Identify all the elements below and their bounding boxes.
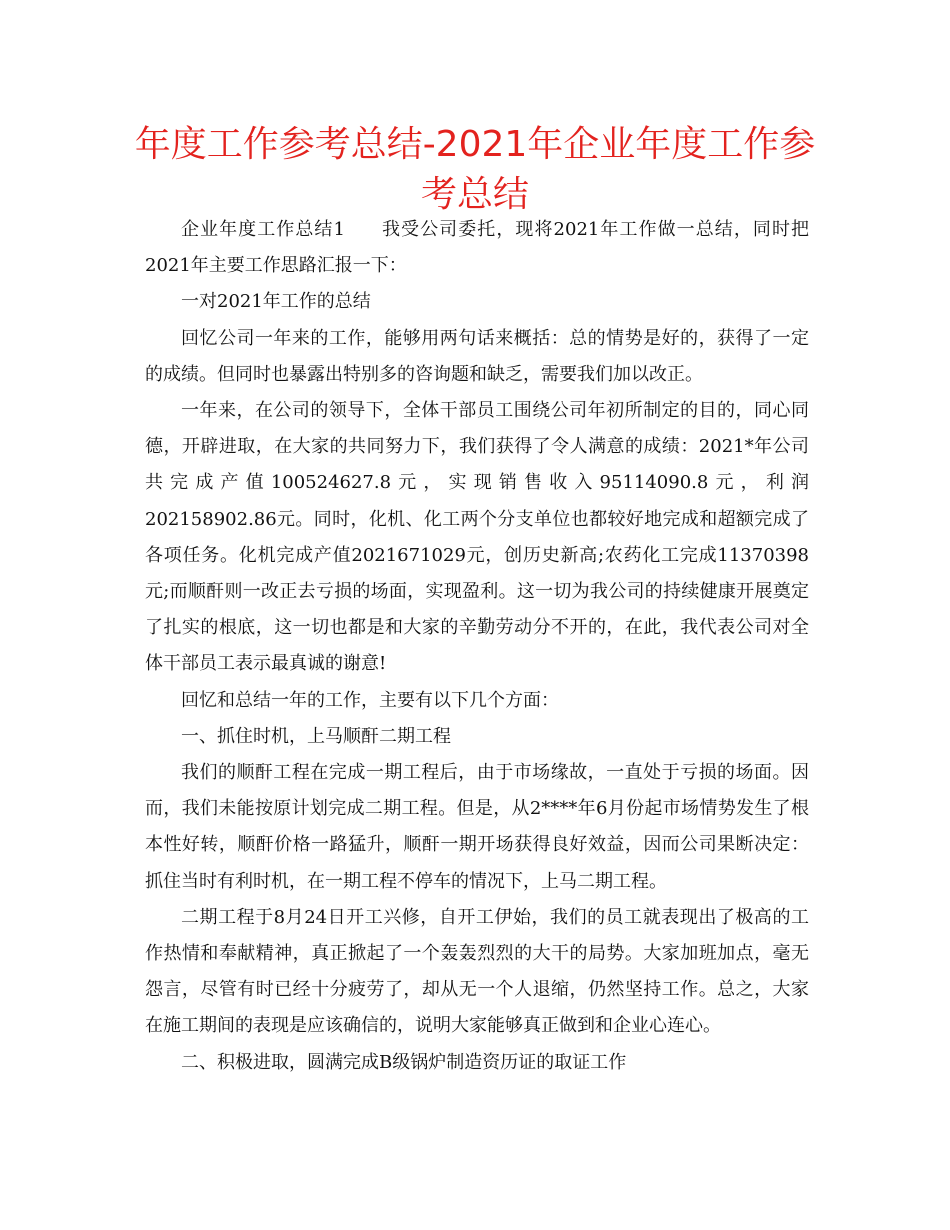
intro-paragraph [145,212,809,284]
intro-heading: 企业年度工作总结1 [181,219,345,240]
section-heading: 一对2021年工作的总结 [181,291,371,313]
paragraph: 回忆公司一年来的工作，能够用两句话来概括：总的情势是好的，获得了一定的成绩。但同时也暴露出特别多的咨询题和缺乏，需要我们加以改正。 [145,327,809,385]
document-title: 年度工作参考总结-2021年企业年度工作参考总结 [134,124,816,215]
document-body [145,212,809,1081]
section-heading: 一、抓住时机，上马顺酐二期工程 [181,725,451,747]
paragraph: 二期工程于8月24日开工兴修，自开工伊始，我们的员工就表现出了极高的工作热情和奉献精神，真正掀起了一个轰轰烈烈的大干的局势。大家加班加点，毫无怨言，尽管有时已经十分疲劳了，却从无一个人退缩，仍然坚持工作。总之，大家在施工期间的表现是应该确信的，说明大家能够真正做到和企业心连心。 [145,906,809,1037]
paragraph: 我们的顺酐工程在完成一期工程后，由于市场缘故，一直处于亏损的场面。因而，我们未能按原计划完成二期工程。但是，从2****年6月份起市场情势发生了根本性好转，顺酐价格一路猛升，顺酐一期开场获得良好效益，因而公司果断决定：抓住当时有利时机，在一期工程不停车的情况下，上马二期工程。 [145,762,809,892]
intro-text: 我受公司委托，现将2021年工作做一总结，同时把2021年主要工作思路汇报一下： [145,219,809,277]
section-heading: 二、积极进取，圆满完成B级锅炉制造资历证的取证工作 [181,1051,627,1073]
paragraph: 一年来，在公司的领导下，全体干部员工围绕公司年初所制定的目的，同心同德，开辟进取，在大家的共同努力下，我们获得了令人满意的成绩：2021*年公司共完成产值100524627.8元，实现销售收入95114090.8元，利润202158902.86元。同时，化机、化工两个分支单位也都较好地完成和超额完成了各项任务。化机完成产值2021671029元，创历史新高;农药化工完成11370398元;而顺酐则一改正去亏损的场面，实现盈利。这一切为我公司的持续健康开展奠定了扎实的根底，这一切也都是和大家的辛勤劳动分不开的，在此，我代表公司对全体干部员工表示最真诚的谢意! [145,400,809,675]
paragraph: 回忆和总结一年的工作，主要有以下几个方面： [181,689,559,711]
